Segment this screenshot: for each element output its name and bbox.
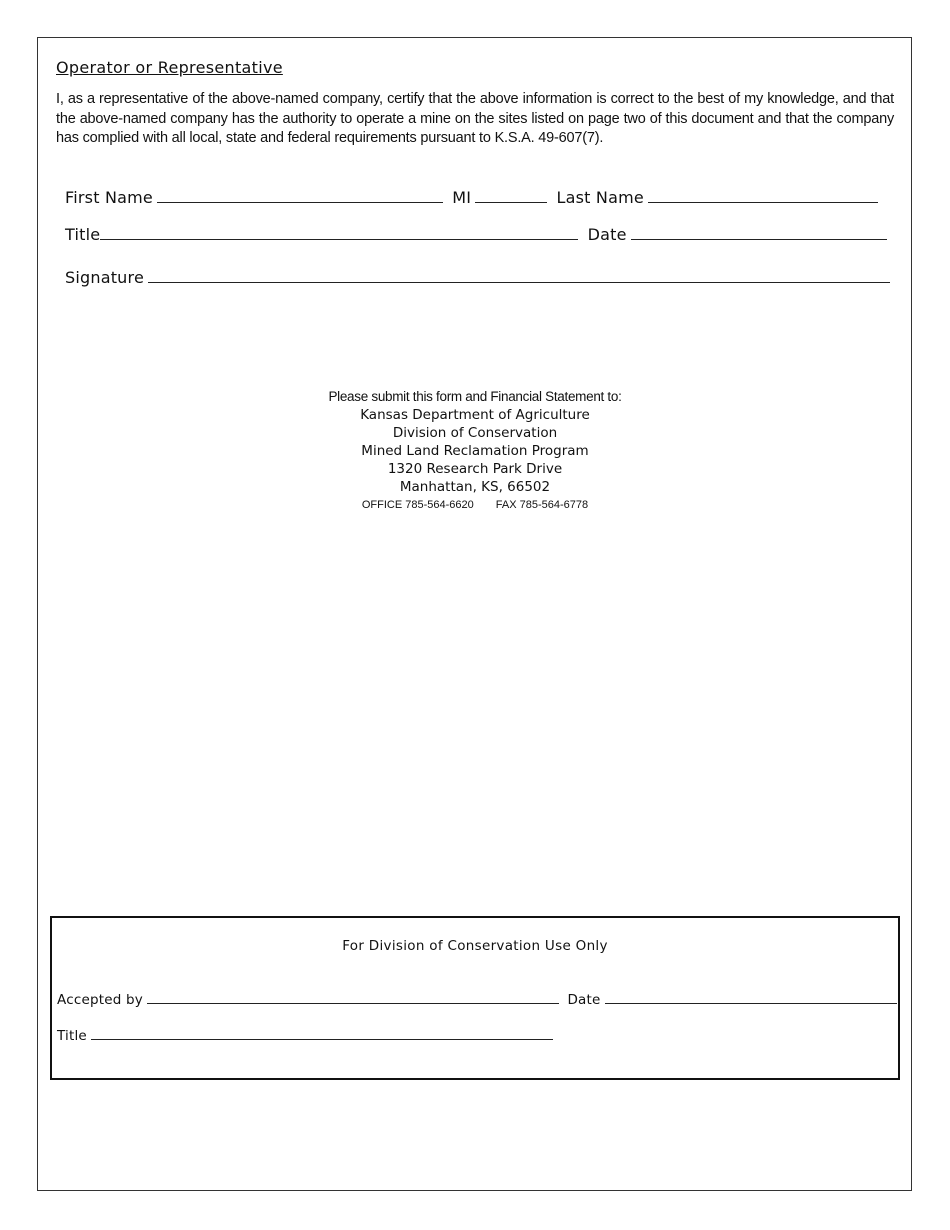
last-name-label: Last Name <box>556 188 644 207</box>
submit-instruction: Please submit this form and Financial Statement to: <box>328 389 622 404</box>
office-title-row <box>57 1027 557 1044</box>
office-date-field[interactable] <box>605 991 897 1004</box>
certification-statement: I, as a representative of the above-named company, certify that the above information is correct to the best of my knowledge, and that the above-named company has the authority to operate a mine on the sites listed on page two of this document and that the company has complied with all local, state and federal requirements pursuant to K.S.A. 49-607(7). <box>56 91 894 146</box>
accepted-by-field[interactable] <box>147 991 559 1004</box>
last-name-field[interactable] <box>648 188 878 203</box>
mi-label: MI <box>452 188 472 207</box>
office-date-label: Date <box>567 992 601 1008</box>
fax-number: FAX 785-564-6778 <box>495 499 589 511</box>
signature-field[interactable] <box>148 268 890 283</box>
section-heading: Operator or Representative <box>56 58 283 77</box>
date-label: Date <box>587 225 627 244</box>
address-line: Mined Land Reclamation Program <box>361 443 589 459</box>
office-use-title: For Division of Conservation Use Only <box>342 938 608 954</box>
contact-numbers <box>0 496 950 514</box>
address-line: Kansas Department of Agriculture <box>360 407 590 423</box>
office-title-field[interactable] <box>91 1027 553 1040</box>
signature-row <box>65 268 894 287</box>
address-line: Division of Conservation <box>392 425 558 441</box>
first-name-label: First Name <box>65 188 153 207</box>
address-line: 1320 Research Park Drive <box>387 461 563 477</box>
mailing-address <box>0 388 950 514</box>
address-line: Manhattan, KS, 66502 <box>399 479 551 495</box>
signature-label: Signature <box>65 268 144 287</box>
name-row <box>65 188 882 207</box>
office-use-box <box>50 916 900 1080</box>
title-label: Title <box>65 225 101 244</box>
title-field[interactable] <box>100 225 578 240</box>
mi-field[interactable] <box>475 188 547 203</box>
accepted-by-row <box>57 991 901 1008</box>
office-title-label: Title <box>57 1028 87 1044</box>
accepted-by-label: Accepted by <box>57 992 143 1008</box>
office-phone: OFFICE 785-564-6620 <box>361 499 474 511</box>
first-name-field[interactable] <box>157 188 443 203</box>
title-row <box>65 225 891 244</box>
date-field[interactable] <box>631 225 887 240</box>
